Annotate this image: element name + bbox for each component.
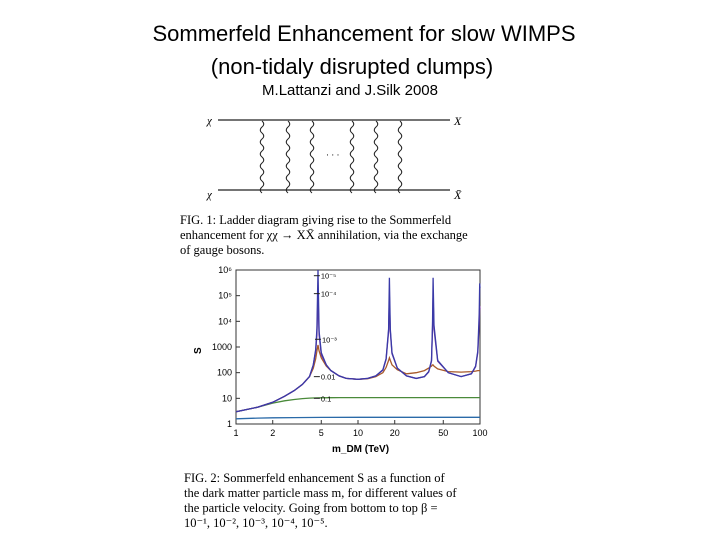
y-tick-label: 10⁶ [218,265,232,275]
x-tick-label: 5 [318,428,324,438]
y-tick-label: 1000 [211,342,232,352]
chi-bottom-label: χ [207,189,212,201]
x-tick-label: 1 [233,428,239,438]
caption-line: FIG. 2: Sommerfeld enhancement S as a function of [184,471,445,485]
y-tick-label: 100 [216,367,232,378]
caption-line: the dark matter particle mass m, for different values of [184,486,457,500]
caption-line: the particle velocity. Going from bottom to top β = [184,501,438,515]
slide-title-line2: (non-tidaly disrupted clumps) [210,54,494,79]
series-label: 10⁻⁴ [320,289,337,299]
plot-frame [236,270,480,424]
ellipsis-label: · · · [326,150,340,160]
series-label: 0.1 [320,394,332,404]
x-tick-label: 50 [438,428,449,438]
series-label: 10⁻³ [321,335,337,345]
xbar-bottom-label: X̄ [454,188,462,202]
x-tick-label: 20 [389,428,400,438]
caption-line: of gauge bosons. [180,243,265,257]
series-line [236,270,480,412]
series-line [236,417,480,419]
y-tick-label: 10⁵ [218,290,232,301]
caption-line: 10⁻¹, 10⁻², 10⁻³, 10⁻⁴, 10⁻⁵. [184,516,328,530]
y-tick-label: 10 [221,393,232,404]
series-label: 0.01 [320,372,336,382]
x-tick-label: 100 [472,428,488,438]
series-line [236,294,480,412]
caption-line: FIG. 1: Ladder diagram giving rise to the Sommerfeld [180,213,452,227]
figure2-caption [184,471,502,531]
x-axis-label: m_DM (TeV) [332,444,390,455]
y-axis-label: S [193,347,204,354]
slide-authors: M.Lattanzi and J.Silk 2008 [262,82,438,99]
series-label: 10⁻⁵ [320,271,337,281]
slide-title-line1: Sommerfeld Enhancement for slow WIMPS [152,21,576,46]
chi-top-label: χ [207,115,212,127]
y-tick-label: 1 [226,419,232,429]
x-tick-label: 2 [270,428,276,438]
caption-line: enhancement for χχ → XX̄ annihilation, via the exchange [180,228,468,242]
series-line [236,398,480,412]
x-top-label: X [454,114,462,128]
y-tick-label: 10⁴ [218,316,232,327]
x-tick-label: 10 [352,428,364,438]
